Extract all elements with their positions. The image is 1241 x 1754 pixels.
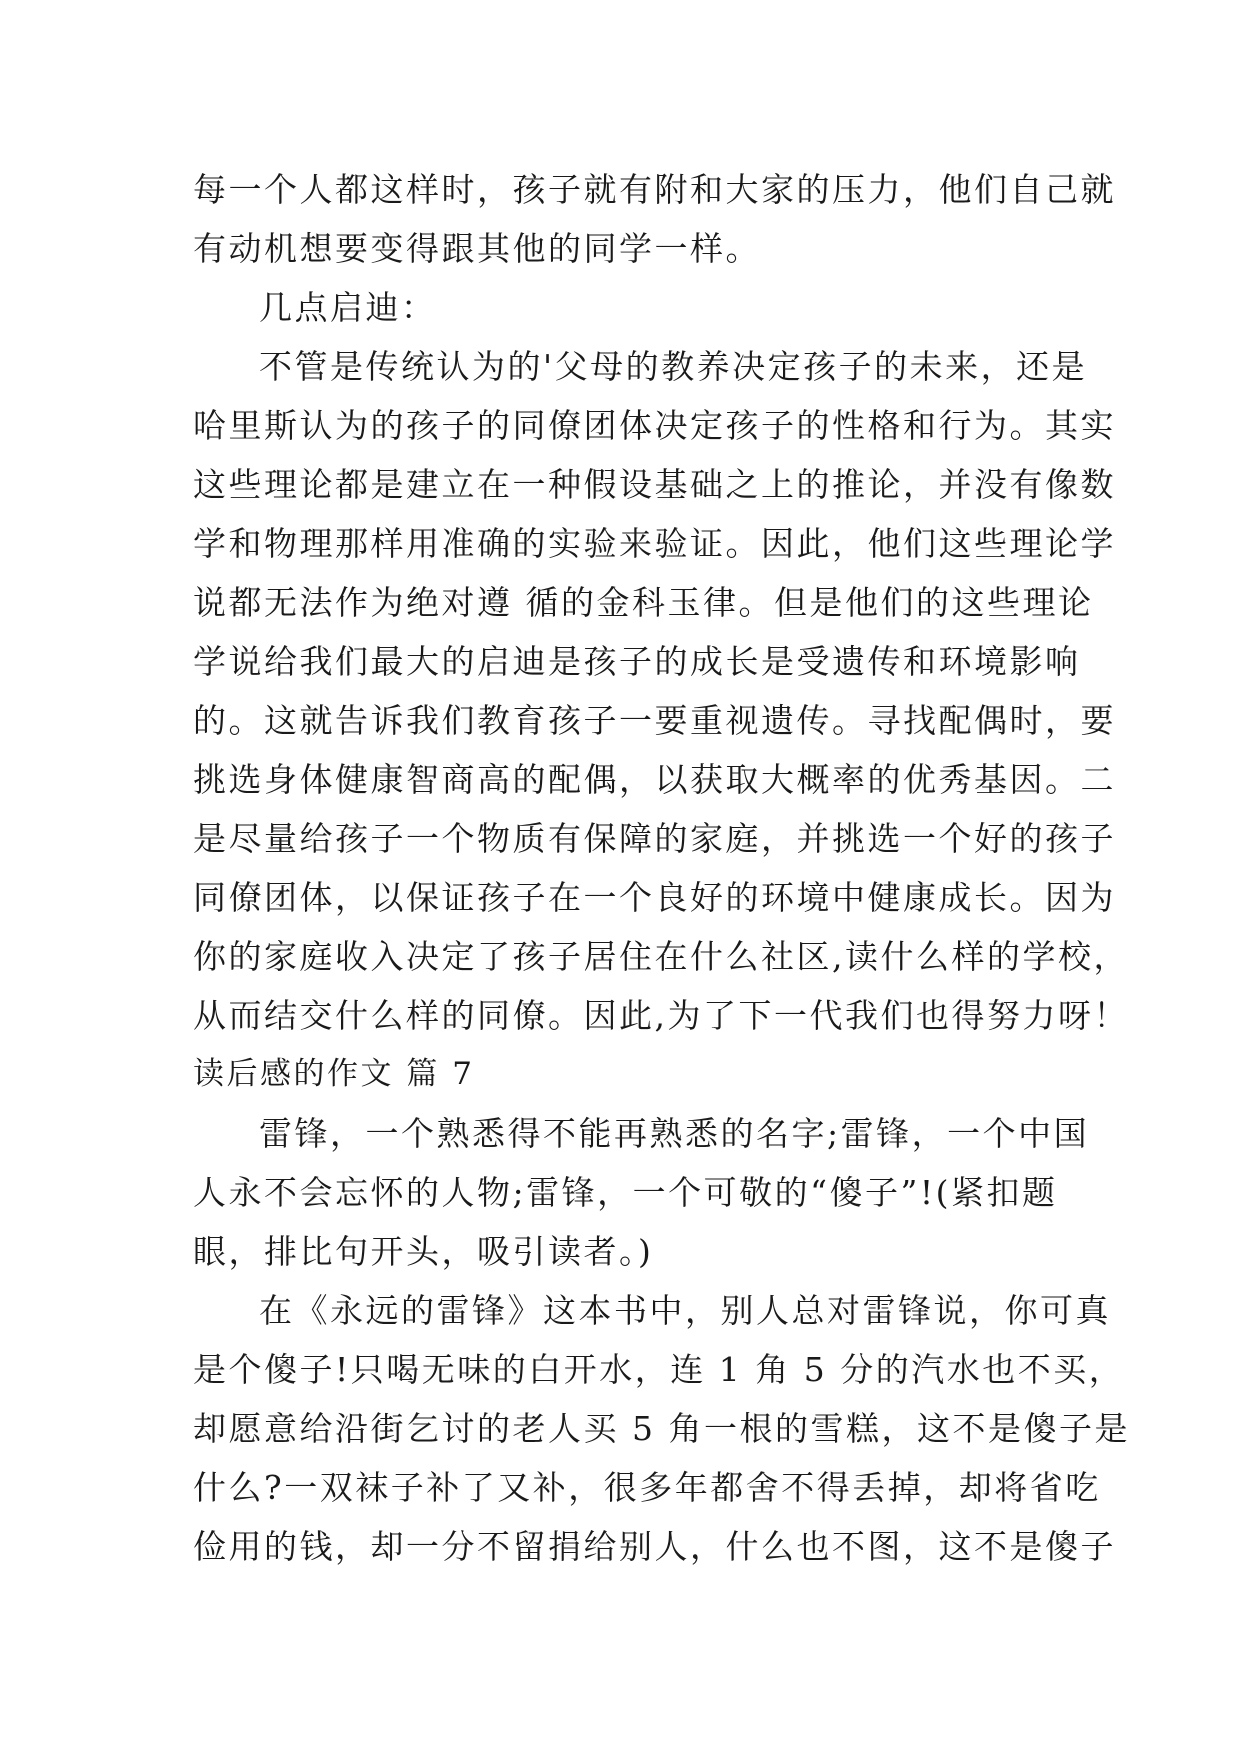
text-line: 你的家庭收入决定了孩子居住在什么社区,读什么样的学校，: [193, 937, 1129, 976]
text-line: 是尽量给孩子一个物质有保障的家庭，并挑选一个好的孩子: [193, 819, 1116, 858]
text-line: 每一个人都这样时，孩子就有附和大家的压力，他们自己就: [193, 170, 1116, 209]
text-line: 是个傻子!只喝无味的白开水，连 1 角 5 分的汽水也不买，: [193, 1350, 1125, 1389]
document-body: [193, 160, 1130, 1576]
text-line: 俭用的钱，却一分不留捐给别人，什么也不图，这不是傻子: [193, 1527, 1116, 1566]
text-line: 学说给我们最大的启迪是孩子的成长是受遗传和环境影响: [193, 642, 1081, 681]
text-line: 从而结交什么样的同僚。因此,为了下一代我们也得努力呀！: [193, 996, 1129, 1035]
text-line: 哈里斯认为的孩子的同僚团体决定孩子的性格和行为。其实: [193, 406, 1116, 445]
text-line: 学和物理那样用准确的实验来验证。因此，他们这些理论学: [193, 524, 1116, 563]
section-heading: 读后感的作文 篇 7: [193, 1056, 475, 1092]
text-line: 却愿意给沿街乞讨的老人买 5 角一根的雪糕，这不是傻子是: [193, 1409, 1130, 1448]
text-line: 这些理论都是建立在一种假设基础之上的推论，并没有像数: [193, 465, 1116, 504]
text-line: 的。这就告诉我们教育孩子一要重视遗传。寻找配偶时，要: [193, 701, 1116, 740]
text-line: 同僚团体，以保证孩子在一个良好的环境中健康成长。因为: [193, 878, 1116, 917]
text-line: 说都无法作为绝对遵 循的金科玉律。但是他们的这些理论: [193, 583, 1094, 622]
section-subtitle: 几点启迪：: [259, 288, 437, 327]
text-line: 人永不会忘怀的人物;雷锋，一个可敬的“傻子”!(紧扣题: [193, 1173, 1058, 1212]
text-line: 雷锋，一个熟悉得不能再熟悉的名字;雷锋，一个中国: [259, 1114, 1090, 1153]
text-line: 什么?一双袜子补了又补，很多年都舍不得丢掉，却将省吃: [193, 1468, 1101, 1507]
text-line: 在《永远的雷锋》这本书中，别人总对雷锋说，你可真: [259, 1291, 1111, 1330]
text-line: 挑选身体健康智商高的配偶，以获取大概率的优秀基因。二: [193, 760, 1116, 799]
text-line: 不管是传统认为的'父母的教养决定孩子的未来，还是: [259, 347, 1088, 386]
text-line: 眼，排比句开头，吸引读者。): [193, 1232, 654, 1271]
text-line: 有动机想要变得跟其他的同学一样。: [193, 229, 761, 268]
